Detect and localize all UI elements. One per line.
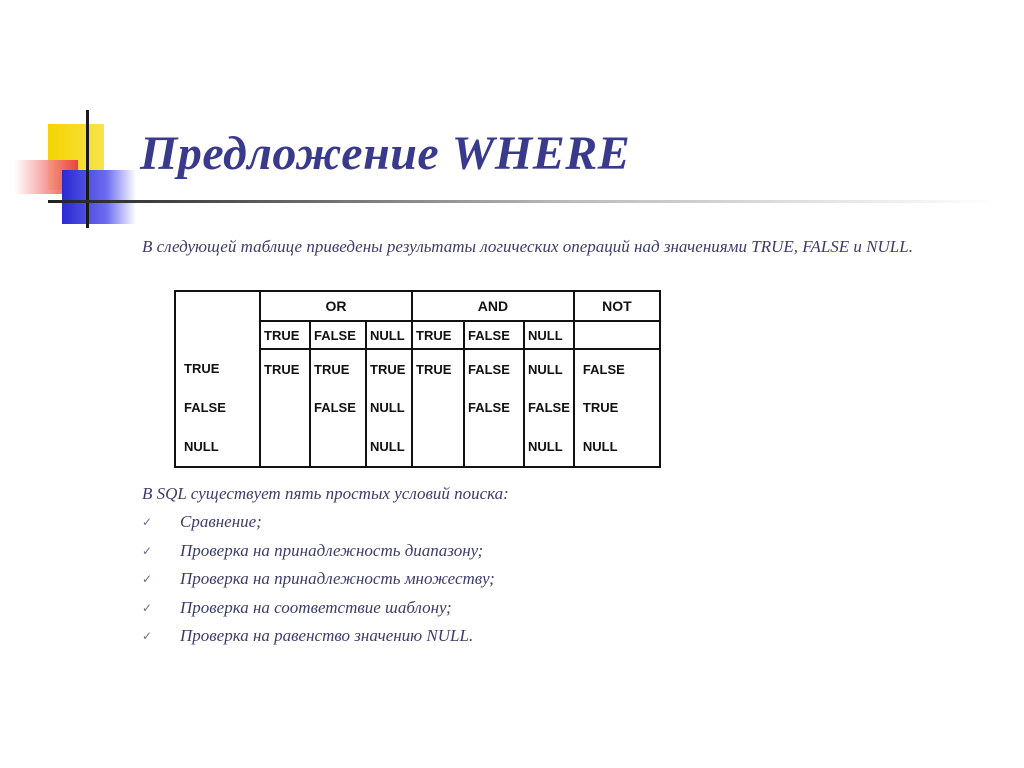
table-subheader: NULL [366,321,412,349]
table-group-header-row [175,291,660,321]
table-row-label: TRUE [175,349,260,388]
table-group-or: OR [260,291,412,321]
table-row-label: FALSE [175,388,260,426]
table-cell: FALSE [524,388,574,426]
table-corner-cell [175,321,260,349]
table-subheader: NULL [524,321,574,349]
list-item-text: Проверка на принадлежность множеству; [180,569,495,588]
table-subheader: TRUE [260,321,310,349]
table-row [175,426,660,467]
table-subheader-row [175,321,660,349]
table-subheader: FALSE [464,321,524,349]
table-cell [412,388,464,426]
table-subheader: FALSE [310,321,366,349]
table-cell: FALSE [464,349,524,388]
list-item [142,598,495,627]
table-cell [260,388,310,426]
table-subheader-empty [574,321,660,349]
table-cell [464,426,524,467]
truth-table [174,290,661,468]
intro-text: В следующей таблице приведены результаты логических операций над значениями TRUE, FALSE и NULL. [142,237,913,256]
table-cell [260,426,310,467]
list-item [142,512,495,541]
list-item [142,626,495,655]
table-corner-cell [175,291,260,321]
table-cell: FALSE [574,349,660,388]
conditions-list [142,512,495,655]
table-cell: NULL [524,426,574,467]
table-cell [310,426,366,467]
table-cell: NULL [366,426,412,467]
table-cell: FALSE [310,388,366,426]
table-cell: NULL [574,426,660,467]
check-icon: ✓ [142,515,153,529]
table-cell: FALSE [464,388,524,426]
table-cell: TRUE [310,349,366,388]
slide-title: Предложение WHERE [140,127,631,180]
table-group-not: NOT [574,291,660,321]
list-item-text: Проверка на принадлежность диапазону; [180,540,484,560]
decor-blue-block [62,170,136,224]
list-item-text: Сравнение; [180,512,262,531]
list-item [142,541,495,570]
table-cell [412,426,464,467]
list-item [142,569,495,598]
list-item-text: Проверка на равенство значению NULL. [180,626,474,645]
table-cell: NULL [524,349,574,388]
table-cell: TRUE [412,349,464,388]
table-cell: NULL [366,388,412,426]
table-cell: TRUE [574,388,660,426]
table-cell: TRUE [366,349,412,388]
decor-vertical-line [86,110,89,228]
check-icon: ✓ [142,543,153,558]
table-row [175,349,660,388]
check-icon: ✓ [142,629,153,643]
table-row [175,388,660,426]
table-subheader: TRUE [412,321,464,349]
table-group-and: AND [412,291,574,321]
sql-intro-text: В SQL существует пять простых условий поиска: [142,484,509,503]
table-cell: TRUE [260,349,310,388]
check-icon: ✓ [142,600,153,615]
table-row-label: NULL [175,426,260,467]
check-icon: ✓ [142,572,153,586]
list-item-text: Проверка на соответствие шаблону; [180,597,452,617]
title-underline [48,200,1000,203]
